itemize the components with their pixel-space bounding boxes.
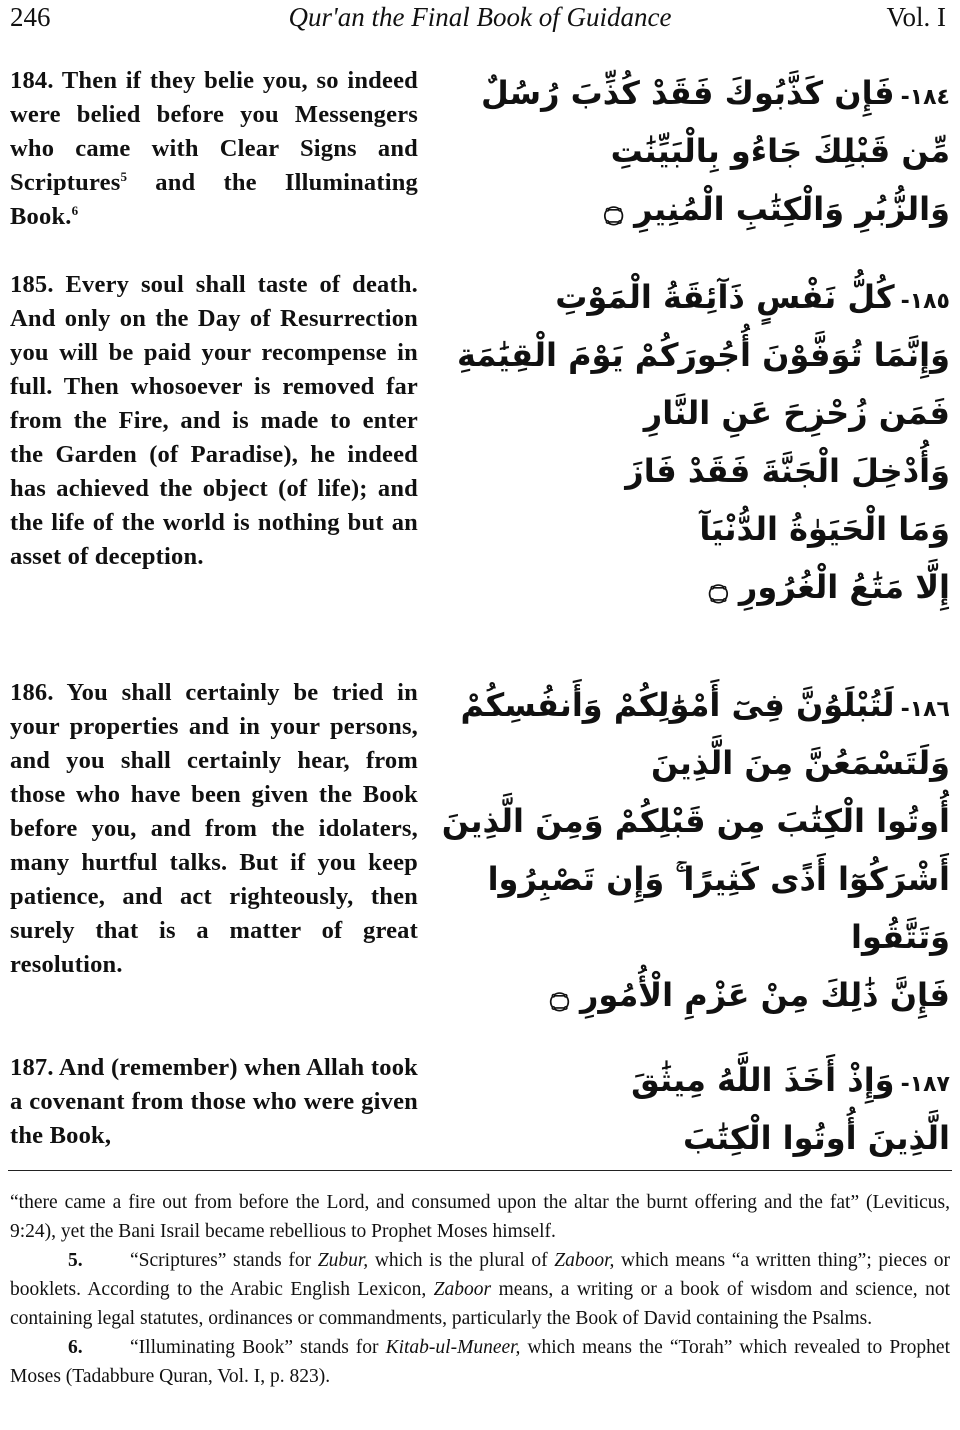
arabic-line: أُوتُوا الْكِتَٰبَ مِن قَبْلِكُمْ وَمِنَ الَّذِينَ [441, 802, 950, 840]
arabic-text [481, 64, 950, 238]
footnote-continuation: “there came a fire out from before the Lord, and consumed upon the altar the burnt offering and the fat” (Leviticus, 9:24), yet the Bani Israil became rebellious to Prophet Moses himself. [10, 1192, 950, 1242]
arabic-text [520, 1051, 950, 1167]
running-header [0, 0, 960, 40]
arabic-line: وَإِنَّمَا تُوَفَّوْنَ أُجُورَكُمْ يَوْمَ الْقِيَٰمَةِ [457, 336, 950, 374]
arabic-line: مِّن قَبْلِكَ جَاءُو بِالْبَيِّنَٰتِ [610, 132, 950, 170]
arabic-line: وَتَتَّقُوا [850, 918, 950, 956]
arabic-line: الَّذِينَ أُوتُوا الْكِتَٰبَ [683, 1119, 950, 1157]
arabic-line: وَأُدْخِلَ الْجَنَّةَ فَقَدْ فَازَ [625, 452, 950, 490]
arabic-text [441, 676, 950, 1024]
footnote-separator [8, 1170, 952, 1171]
arabic-text [457, 268, 950, 616]
footnote-ref-6: 6 [71, 202, 79, 218]
footnote-ref-5: 5 [120, 168, 128, 184]
verse-translation: 184. Then if they belie you, so indeed were belied before you Messengers who came with Clear Signs and Scriptures$^5$ and the Illuminating Book.$^6$ [10, 67, 418, 230]
arabic-line: وَمَا الْحَيَوٰةُ الدُّنْيَآ [699, 510, 950, 548]
footnote-6: 6. “Illuminating Book” stands for Kitab-ul-Muneer, which means the “Torah” which revealed to Prophet Moses (Tadabbure Quran, Vol. I, p. 823). [10, 1333, 950, 1391]
arabic-line: إِلَّا مَتَٰعُ الْغُرُورِ ۝ [709, 568, 950, 606]
verse-translation: 187. And (remember) when Allah took a covenant from those who were given the Book, [10, 1054, 418, 1149]
arabic-line: أَشْرَكُوٓا أَذًى كَثِيرًا ۚ وَإِن تَصْبِرُوا [487, 860, 950, 898]
verse-translation: 185. Every soul shall taste of death. And only on the Day of Resurrection you will be paid your recompense in full. Then whosoever is removed far from the Fire, and is made to enter the Garden (of Paradise), he indeed has achieved the object (of life); and the life of the world is nothing but an asset of deception. [10, 271, 418, 570]
footnote-5: 5. “Scriptures” stands for Zubur, which is the plural of Zaboor, which means “a written thing”; pieces or booklets. According to the Arabic English Lexicon, Zaboor means, a writing or a book of wisdom and science, not containing legal statutes, ordinances or commandments, particularly the Book of David containing the Psalms. [10, 1246, 950, 1333]
verse-translation: 186. You shall certainly be tried in your properties and in your persons, and you shall certainly hear, from those who have been given the Book before you, and from the idolaters, many hurtful talks. But if you keep patience, and act righteously, then surely that is a matter of great resolution. [10, 679, 418, 978]
arabic-line: وَلَتَسْمَعُنَّ مِنَ الَّذِينَ [650, 744, 950, 782]
arabic-line: ١٨٦-لَتُبْلَوُنَّ فِىٓ أَمْوَٰلِكُمْ وَأَنفُسِكُمْ [460, 686, 950, 724]
arabic-line: ١٨٥-كُلُّ نَفْسٍ ذَآئِقَةُ الْمَوْتِ [555, 278, 950, 316]
footnote-number: 5. [68, 1250, 83, 1271]
footnote-number: 6. [68, 1337, 83, 1358]
arabic-line: فَمَن زُحْزِحَ عَنِ النَّارِ [643, 394, 950, 432]
arabic-verse-number: ١٨٦- [900, 697, 950, 722]
arabic-line: وَالزُّبُرِ وَالْكِتَٰبِ الْمُنِيرِ ۝ [604, 190, 950, 228]
arabic-line: ١٨٤-فَإِن كَذَّبُوكَ فَقَدْ كُذِّبَ رُسُلٌ [481, 74, 950, 112]
volume-label: Vol. I [886, 2, 946, 32]
arabic-line: ١٨٧-وَإِذْ أَخَذَ اللَّهُ مِيثَٰقَ [631, 1061, 950, 1099]
footnotes [10, 1188, 950, 1391]
arabic-verse-number: ١٨٥- [900, 289, 950, 314]
page-number: 246 [10, 2, 51, 32]
arabic-line: فَإِنَّ ذَٰلِكَ مِنْ عَزْمِ الْأُمُورِ ۝ [550, 976, 950, 1014]
arabic-verse-number: ١٨٧- [900, 1072, 950, 1097]
book-title: Qur'an the Final Book of Guidance [288, 2, 672, 32]
arabic-verse-number: ١٨٤- [900, 85, 950, 110]
